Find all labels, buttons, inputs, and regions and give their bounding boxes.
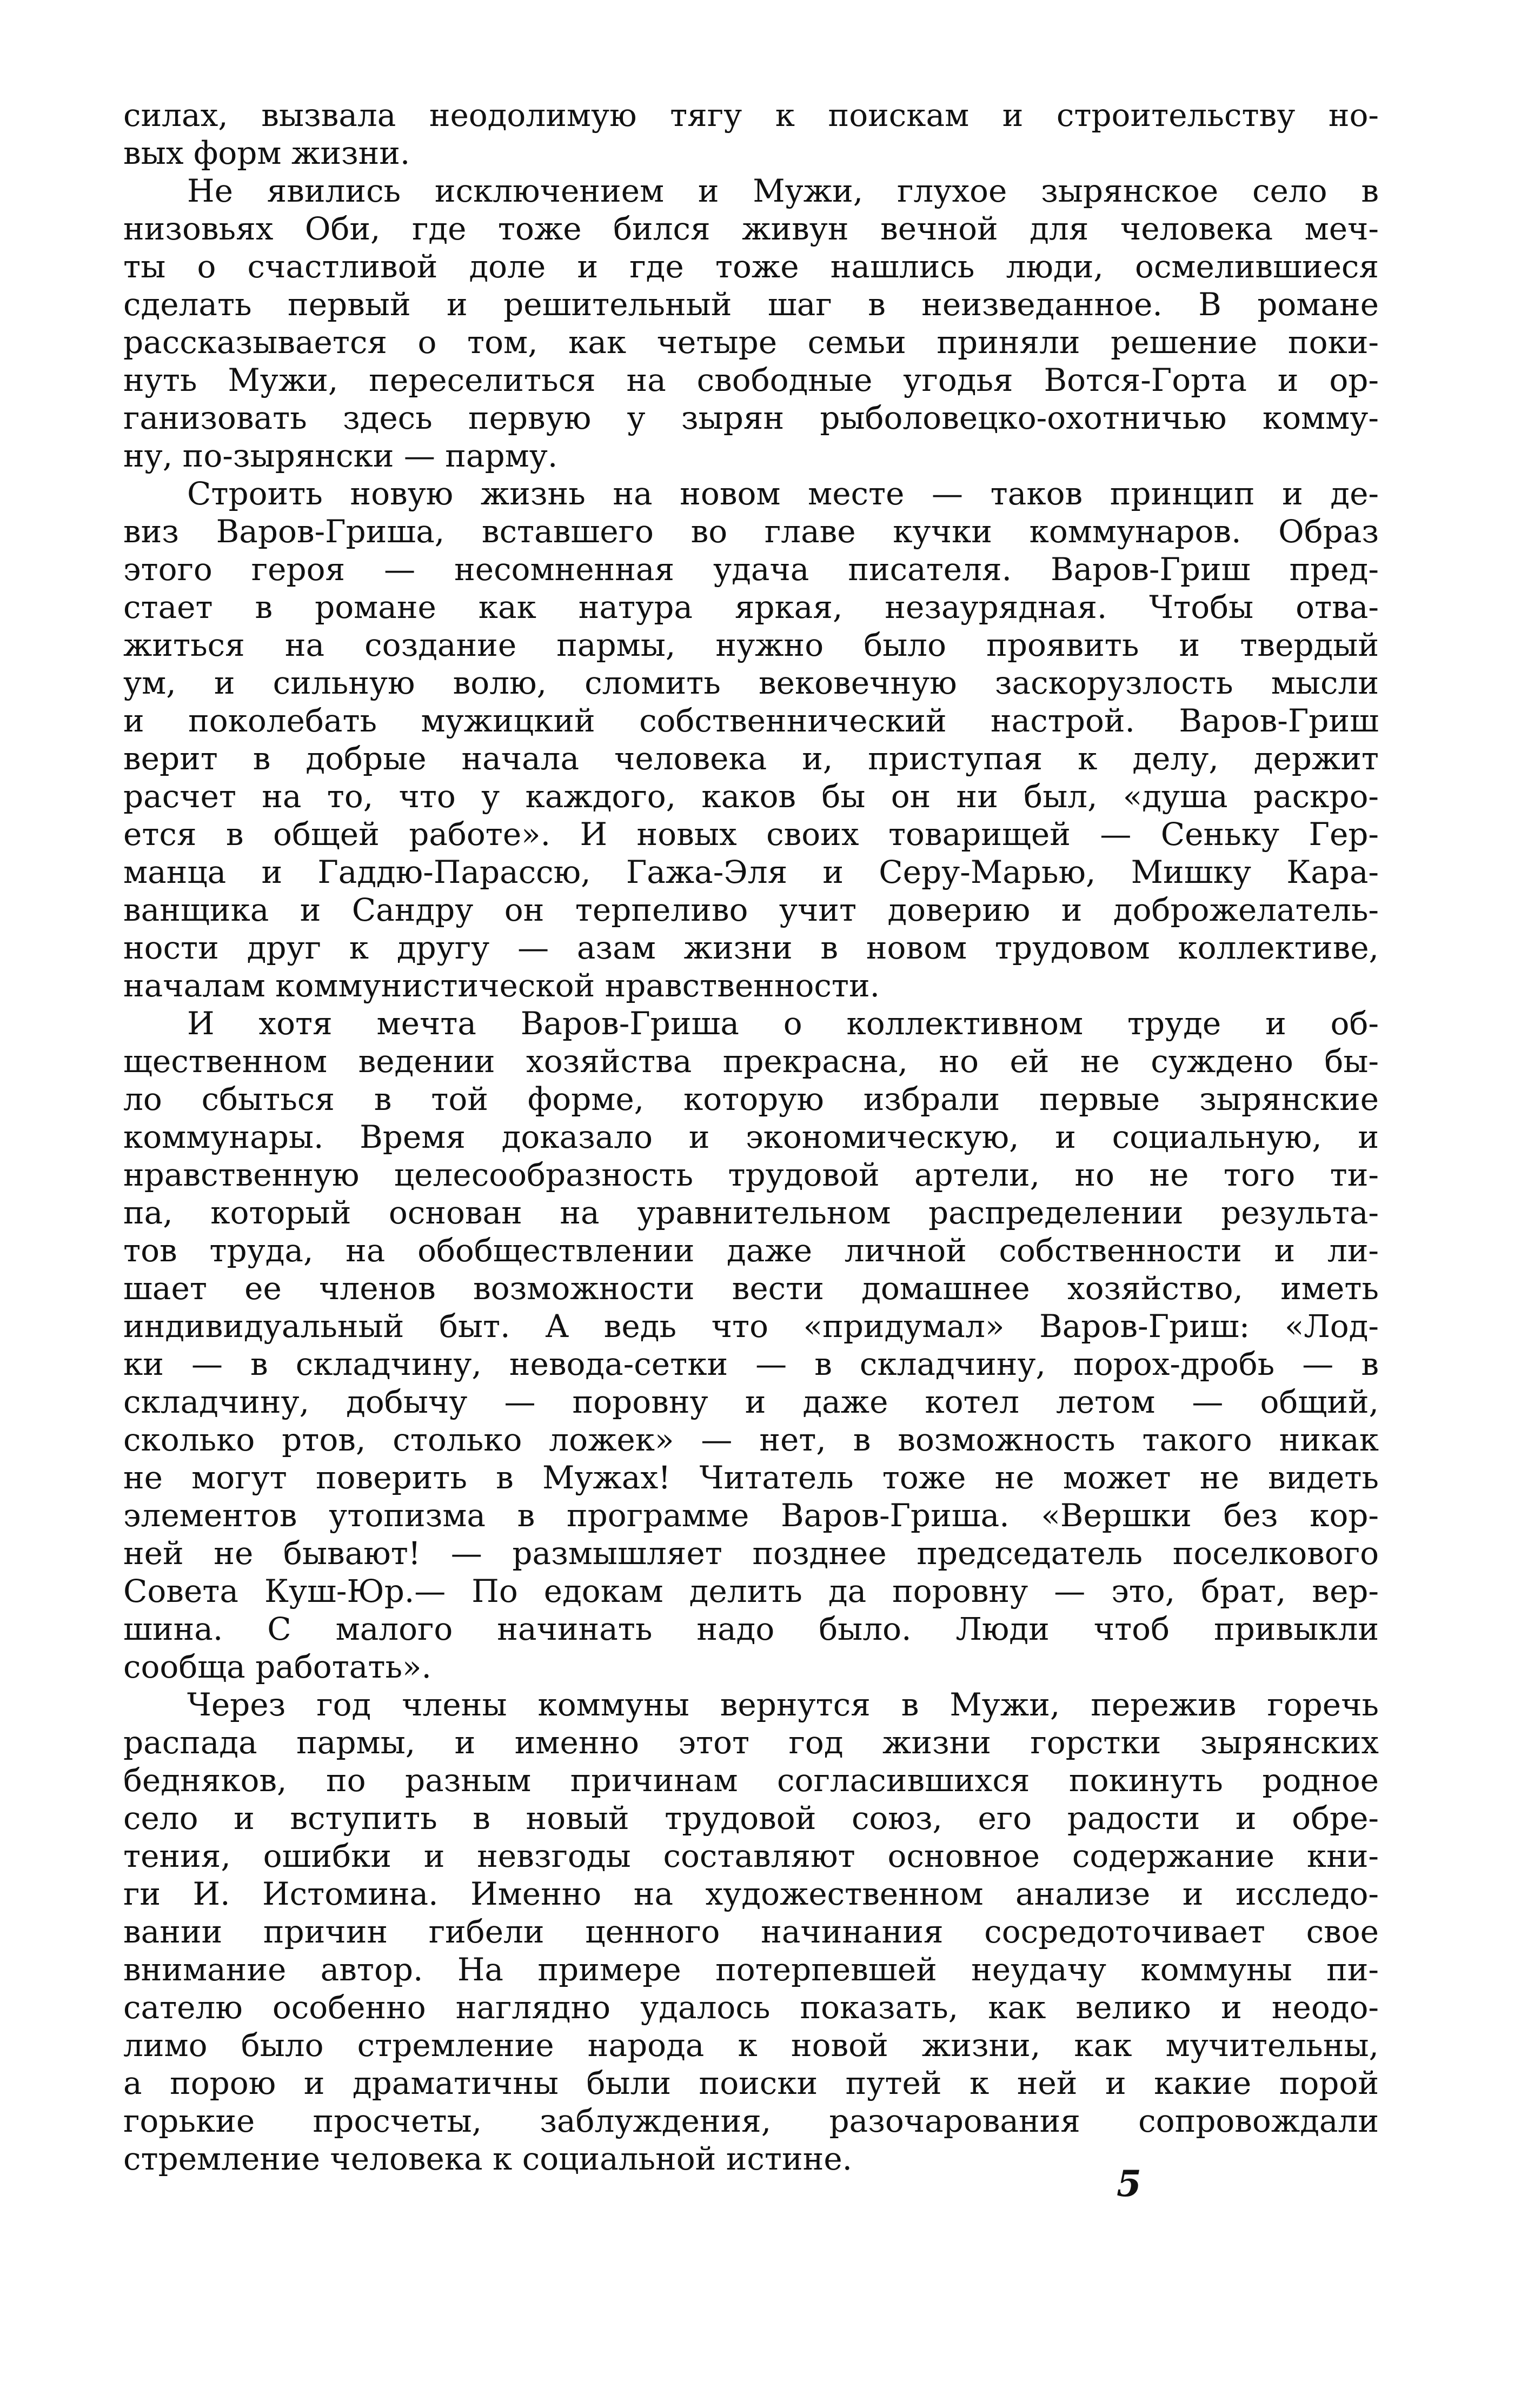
text-line: Не явились исключением и Мужи, глухое зырянское село в [187,172,1379,209]
text-line: житься на создание пармы, нужно было проявить и твердый [123,627,1379,663]
text-line: рассказывается о том, как четыре семьи приняли решение поки- [123,324,1379,361]
text-line: село и вступить в новый трудовой союз, его радости и обре- [123,1800,1379,1837]
text-line: виз Варов-Гриша, вставшего во главе кучки коммунаров. Образ [123,513,1379,550]
text-line: расчет на то, что у каждого, каков бы он ни был, «душа раскро- [123,778,1379,815]
text-line: элементов утопизма в программе Варов-Гриша. «Вершки без кор- [123,1497,1379,1534]
body-text [123,96,1379,2178]
text-line: Строить новую жизнь на новом месте — таков принцип и де- [187,475,1379,512]
text-line: тения, ошибки и невзгоды составляют основное содержание кни- [123,1838,1379,1874]
text-line: а порою и драматичны были поиски путей к ней и какие порой [123,2065,1379,2101]
paragraph [123,1686,1379,2178]
text-line: лимо было стремление народа к новой жизни, как мучительны, [123,2027,1379,2064]
text-line: па, который основан на уравнительном распределении результа- [123,1194,1379,1231]
text-line: сателю особенно наглядно удалось показать, как велико и неодо- [123,1989,1379,2026]
text-line: ванщика и Сандру он терпеливо учит доверию и доброжелатель- [123,892,1379,928]
text-line: И хотя мечта Варов-Гриша о коллективном труде и об- [187,1005,1379,1042]
text-line: сделать первый и решительный шаг в неизведанное. В романе [123,286,1379,323]
text-line: ги И. Истомина. Именно на художественном анализе и исследо- [123,1875,1379,1912]
text-line: силах, вызвала неодолимую тягу к поискам и строительству но- [123,97,1379,134]
text-line: верит в добрые начала человека и, приступая к делу, держит [123,740,1379,777]
text-line: сколько ртов, столько ложек» — нет, в возможность такого никак [123,1421,1379,1458]
text-line: ло сбыться в той форме, которую избрали первые зырянские [123,1081,1379,1117]
text-line: Через год члены коммуны вернутся в Мужи, пережив горечь [187,1686,1379,1723]
text-line: этого героя — несомненная удача писателя. Варов-Гриш пред- [123,551,1379,588]
text-line: тов труда, на обобществлении даже личной собственности и ли- [123,1232,1379,1269]
text-line: манца и Гаддю-Парассю, Гажа-Эля и Серу-Марью, Мишку Кара- [123,854,1379,890]
text-line: стремление человека к социальной истине. [123,2140,853,2177]
text-line: вании причин гибели ценного начинания сосредоточивает свое [123,1913,1379,1950]
text-line: щественном ведении хозяйства прекрасна, но ей не суждено бы- [123,1043,1379,1080]
text-line: и поколебать мужицкий собственнический настрой. Варов-Гриш [123,702,1379,739]
text-line: ну, по-зырянски — парму. [123,437,558,474]
page-number: 5 [1117,2163,1141,2205]
text-line: ности друг к другу — азам жизни в новом трудовом коллективе, [123,929,1379,966]
text-line: нравственную целесообразность трудовой артели, но не того ти- [123,1156,1379,1193]
text-line: ется в общей работе». И новых своих товарищей — Сеньку Гер- [123,816,1379,853]
text-line: стает в романе как натура яркая, незаурядная. Чтобы отва- [123,589,1379,626]
text-line: горькие просчеты, заблуждения, разочарования сопровождали [123,2103,1379,2139]
text-line: распада пармы, и именно этот год жизни горстки зырянских [123,1724,1379,1761]
text-line: низовьях Оби, где тоже бился живун вечной для человека меч- [123,210,1379,247]
text-line: внимание автор. На примере потерпевшей неудачу коммуны пи- [123,1951,1379,1988]
text-line: Совета Куш-Юр.— По едокам делить да поровну — это, брат, вер- [123,1573,1379,1609]
text-line: нуть Мужи, переселиться на свободные угодья Вотся-Горта и ор- [123,362,1379,398]
paragraph [123,1005,1379,1686]
text-line: началам коммунистической нравственности. [123,967,880,1004]
text-line: не могут поверить в Мужах! Читатель тоже не может не видеть [123,1459,1379,1496]
text-line: коммунары. Время доказало и экономическую, и социальную, и [123,1119,1379,1155]
text-line: шина. С малого начинать надо было. Люди чтоб привыкли [123,1611,1379,1647]
paragraph [123,96,1379,172]
paragraph [123,475,1379,1005]
text-line: складчину, добычу — поровну и даже котел летом — общий, [123,1383,1379,1420]
text-line: ум, и сильную волю, сломить вековечную заскорузлость мысли [123,664,1379,701]
text-line: ки — в складчину, невода-сетки — в складчину, порох-дробь — в [123,1346,1379,1382]
text-line: индивидуальный быт. А ведь что «придумал» Варов-Гриш: «Лод- [123,1308,1379,1345]
text-line: шает ее членов возможности вести домашнее хозяйство, иметь [123,1270,1379,1307]
text-line: сообща работать». [123,1648,431,1685]
text-line: ней не бывают! — размышляет позднее председатель поселкового [123,1535,1379,1572]
text-line: бедняков, по разным причинам согласившихся покинуть родное [123,1762,1379,1799]
text-line: вых форм жизни. [123,135,410,171]
text-line: ты о счастливой доле и где тоже нашлись люди, осмелившиеся [123,248,1379,285]
text-line: ганизовать здесь первую у зырян рыболовецко-охотничью комму- [123,400,1379,436]
paragraph [123,172,1379,475]
